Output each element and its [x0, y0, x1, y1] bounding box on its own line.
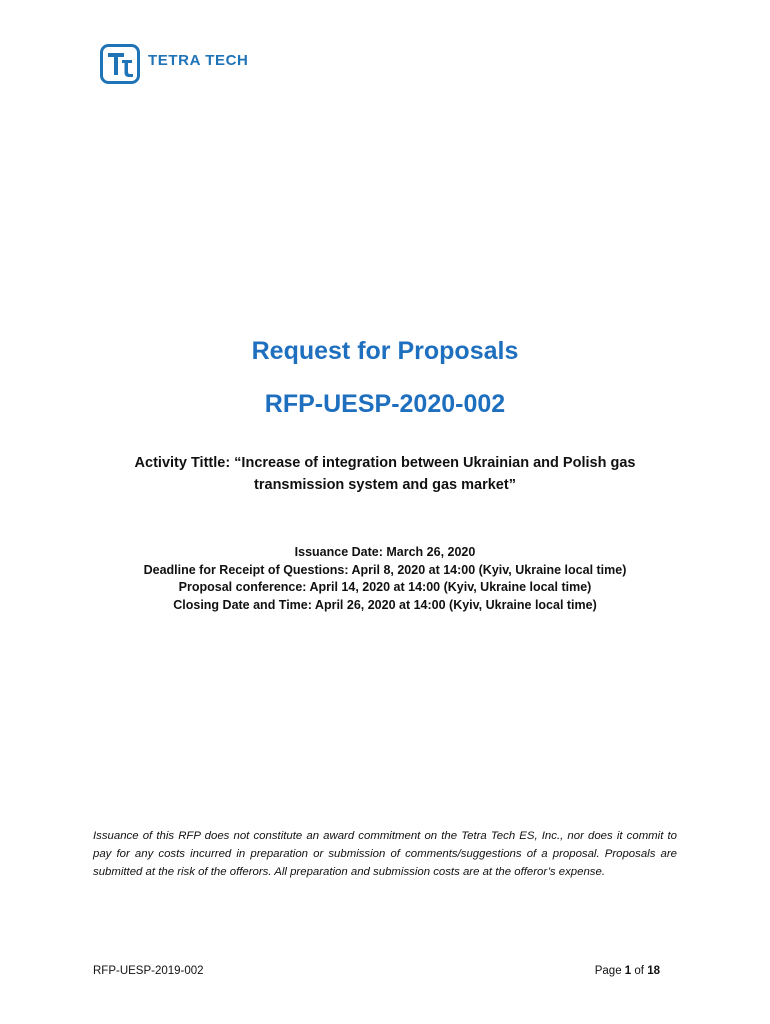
issuance-date: Issuance Date: March 26, 2020 [294, 545, 476, 559]
proposal-conference-date: Proposal conference: April 14, 2020 at 14:00 (Kyiv, Ukraine local time) [178, 580, 592, 594]
footer-document-id: RFP-UESP-2019-002 [93, 965, 204, 977]
key-dates [0, 544, 770, 614]
activity-title [90, 452, 680, 496]
activity-title-line-2: transmission system and gas market” [254, 477, 516, 493]
tetra-tech-logo-icon [100, 44, 140, 84]
company-name: TETRA TECH [148, 51, 249, 69]
activity-title-line-1: Activity Tittle: “Increase of integration between Ukrainian and Polish gas [134, 455, 636, 471]
page-current: 1 [624, 965, 632, 977]
page-of-label: of [634, 965, 644, 977]
page-total: 18 [647, 965, 660, 977]
footer-page-number [595, 965, 660, 977]
document-title: Request for Proposals [251, 337, 519, 365]
company-logo [100, 43, 248, 85]
disclaimer-text: Issuance of this RFP does not constitute an award commitment on the Tetra Tech ES, Inc., nor does it commit to pay for any costs incurred in preparation or submission of comments/suggestions of a proposal. Proposals are submitted at the risk of the offerors. All preparation and submission costs are at the offeror’s expense. [93, 830, 677, 879]
questions-deadline: Deadline for Receipt of Questions: April 8, 2020 at 14:00 (Kyiv, Ukraine local time) [143, 562, 627, 577]
page-label: Page [594, 965, 622, 977]
closing-date: Closing Date and Time: April 26, 2020 at 14:00 (Kyiv, Ukraine local time) [173, 597, 597, 612]
rfp-number: RFP-UESP-2020-002 [264, 390, 506, 418]
